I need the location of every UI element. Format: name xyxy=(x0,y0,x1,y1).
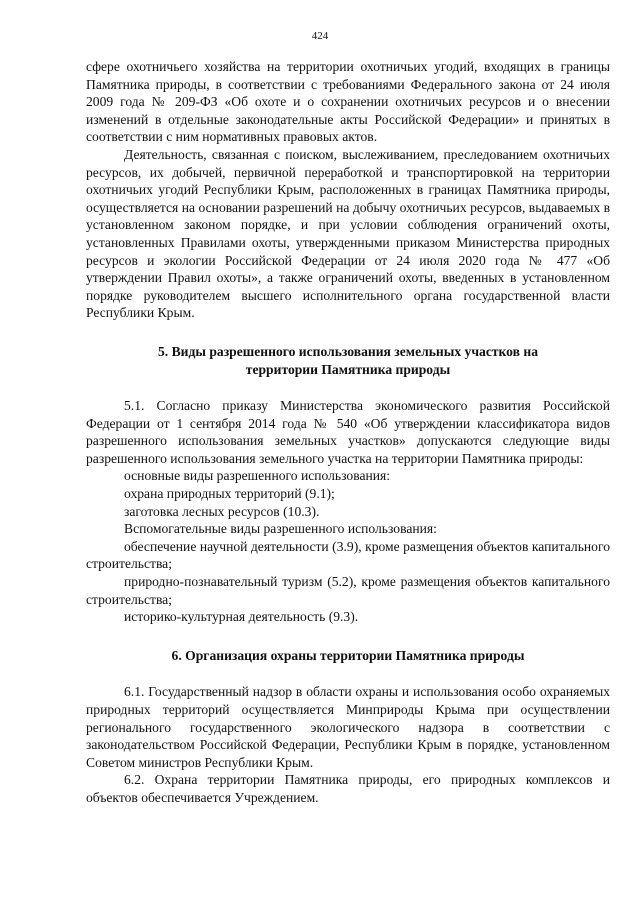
paragraph-6-1: 6.1. Государственный надзор в области охраны и использования особо охраняемых природных территорий осуществляется Минприроды Крыма при осуществлении регионального государственного экологического надзора в соответствии с законодательством Российской Федерации, Республики Крым в порядке, установленном Советом министров Республики Крым. xyxy=(86,684,610,770)
page-number: 424 xyxy=(311,30,329,42)
list-item: обеспечение научной деятельности (3.9), кроме размещения объектов капитального строительства; xyxy=(86,538,610,572)
section-6-heading: 6. Организация охраны территории Памятника природы xyxy=(171,647,525,663)
paragraph-hunting-activity: Деятельность, связанная с поиском, выслеживанием, преследованием охотничьих ресурсов, их добычей, первичной переработкой и транспортировкой на территории охотничьих угодий Республики Крым, расположенных в границах Памятника природы, осуществляется на основании разрешений на добычу охотничьих ресурсов, выдаваемых в установленном законом порядке, и при условии соблюдения ограничений охоты, установленных Правилами охоты, утвержденными приказом Министерства природных ресурсов и экологии Российской Федерации от 24 июля 2020 года № 477 «Об утверждении Правил охоты», а также ограничений охоты, введенных в установленном порядке руководителем высшего исполнительного органа государственной власти Республики Крым. xyxy=(86,146,610,321)
paragraph-6-2: 6.2. Охрана территории Памятника природы, его природных комплексов и объектов обеспечивается Учреждением. xyxy=(86,772,610,805)
list-item: основные виды разрешенного использования: xyxy=(124,468,391,484)
list-item: историко-культурная деятельность (9.3). xyxy=(124,609,359,625)
section-5-heading xyxy=(86,343,610,378)
page-content xyxy=(86,58,610,807)
paragraph-5-1: 5.1. Согласно приказу Министерства экономического развития Российской Федерации от 1 сентября 2014 года № 540 «Об утверждении классификатора видов разрешенного использования земельных участков» допускаются следующие виды разрешенного использования земельного участка на территории Памятника природы: xyxy=(86,398,610,466)
section-5-heading-line1: 5. Виды разрешенного использования земельных участков на xyxy=(157,343,539,359)
list-item: заготовка лесных ресурсов (10.3). xyxy=(124,503,320,519)
list-item: природно-познавательный туризм (5.2), кроме размещения объектов капитального строительства; xyxy=(86,574,610,607)
list-item: Вспомогательные виды разрешенного использования: xyxy=(124,521,437,537)
paragraph-hunting-law: сфере охотничьего хозяйства на территории охотничьих угодий, входящих в границы Памятника природы, в соответствии с требованиями Федерального закона от 24 июля 2009 года № 209-ФЗ «Об охоте и о сохранении охотничьих ресурсов и о внесении изменений в отдельные законодательные акты Российской Федерации» и принятых в соответствии с ним нормативных правовых актов. xyxy=(86,59,610,145)
section-5-heading-line2: территории Памятника природы xyxy=(245,361,451,377)
list-item: охрана природных территорий (9.1); xyxy=(124,486,335,502)
